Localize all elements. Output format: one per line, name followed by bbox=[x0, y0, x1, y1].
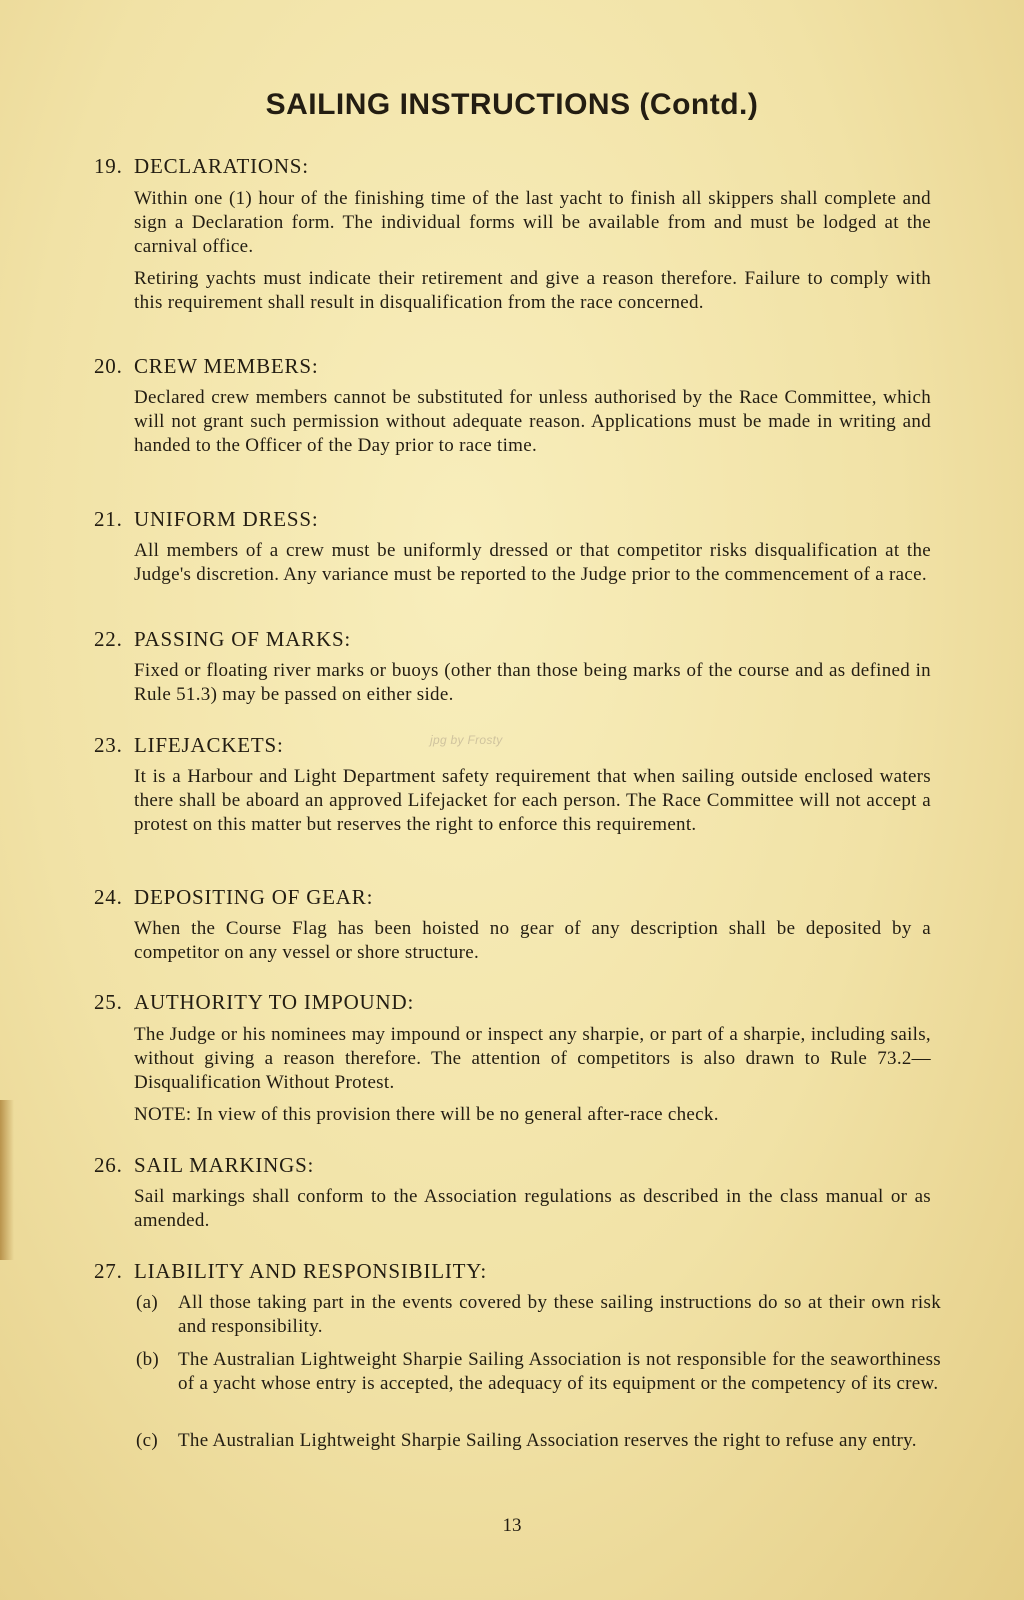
section-23-paragraph-1: It is a Harbour and Light Department safety requirement that when sailing outside enclosed waters there shall be aboard an approved Lifejacket for each person. The Race Committee will not accept a protest on this matter but reserves the right to enforce this requirement. bbox=[134, 766, 931, 835]
section-number: 27. bbox=[94, 1259, 123, 1283]
section-21-paragraph-1: All members of a crew must be uniformly dressed or that competitor risks disqualification at the Judge's discretion. Any variance must be reported to the Judge prior to the commencement of a race. bbox=[134, 540, 931, 585]
section-number: 21. bbox=[94, 507, 123, 531]
section-title: DEPOSITING OF GEAR: bbox=[134, 885, 374, 909]
section-27-heading bbox=[94, 1259, 487, 1284]
section-title: PASSING OF MARKS: bbox=[134, 627, 352, 651]
watermark: jpg by Frosty bbox=[430, 733, 503, 747]
section-27-item-a bbox=[136, 1291, 941, 1339]
section-25-note: NOTE: In view of this provision there will be no general after-race check. bbox=[134, 1104, 719, 1125]
section-number: 24. bbox=[94, 885, 123, 909]
section-number: 23. bbox=[94, 733, 123, 757]
section-20-paragraph-1: Declared crew members cannot be substituted for unless authorised by the Race Committee, which will not grant such permission without adequate reason. Applications must be made in writing and handed to the Officer of the Day prior to race time. bbox=[134, 387, 931, 456]
section-21-heading bbox=[94, 507, 319, 532]
section-title: AUTHORITY TO IMPOUND: bbox=[134, 990, 415, 1014]
item-letter: (b) bbox=[136, 1349, 160, 1370]
page-number: 13 bbox=[502, 1515, 522, 1536]
section-23-heading bbox=[94, 733, 284, 758]
section-title: CREW MEMBERS: bbox=[134, 354, 319, 378]
section-20-heading bbox=[94, 354, 318, 379]
item-text: The Australian Lightweight Sharpie Sailing Association reserves the right to refuse any entry. bbox=[178, 1430, 917, 1451]
section-24-heading bbox=[94, 885, 373, 910]
section-number: 19. bbox=[94, 154, 123, 178]
section-27-item-c bbox=[136, 1429, 941, 1453]
section-26-paragraph-1: Sail markings shall conform to the Association regulations as described in the class manual or as amended. bbox=[134, 1186, 931, 1231]
section-title: SAIL MARKINGS: bbox=[134, 1153, 315, 1177]
section-19-paragraph-1: Within one (1) hour of the finishing time of the last yacht to finish all skippers shall complete and sign a Declaration form. The individual forms will be available from and must be lodged at the carnival office. bbox=[134, 188, 931, 257]
section-19-heading bbox=[94, 154, 309, 179]
section-number: 20. bbox=[94, 354, 123, 378]
section-25-heading bbox=[94, 990, 414, 1015]
section-title: UNIFORM DRESS: bbox=[134, 507, 319, 531]
section-24-paragraph-1: When the Course Flag has been hoisted no gear of any description shall be deposited by a competitor on any vessel or shore structure. bbox=[134, 918, 931, 963]
section-22-paragraph-1: Fixed or floating river marks or buoys (other than those being marks of the course and as defined in Rule 51.3) may be passed on either side. bbox=[134, 660, 931, 705]
page-title: SAILING INSTRUCTIONS (Contd.) bbox=[265, 88, 759, 121]
section-22-heading bbox=[94, 627, 351, 652]
section-title: LIABILITY AND RESPONSIBILITY: bbox=[134, 1259, 487, 1283]
section-27-item-b bbox=[136, 1348, 941, 1396]
section-title: DECLARATIONS: bbox=[134, 154, 309, 178]
item-text: The Australian Lightweight Sharpie Sailing Association is not responsible for the seaworthiness of a yacht whose entry is accepted, the adequacy of its equipment or the competency of its crew. bbox=[178, 1349, 941, 1394]
page-edge-stain bbox=[0, 1100, 14, 1260]
section-number: 25. bbox=[94, 990, 123, 1014]
section-number: 22. bbox=[94, 627, 123, 651]
item-letter: (c) bbox=[136, 1430, 158, 1451]
section-title: LIFEJACKETS: bbox=[134, 733, 284, 757]
section-26-heading bbox=[94, 1153, 314, 1178]
section-19-paragraph-2: Retiring yachts must indicate their retirement and give a reason therefore. Failure to comply with this requirement shall result in disqualification from the race concerned. bbox=[134, 268, 931, 313]
item-letter: (a) bbox=[136, 1292, 158, 1313]
item-text: All those taking part in the events covered by these sailing instructions do so at their own risk and responsibility. bbox=[178, 1292, 941, 1337]
section-25-paragraph-1: The Judge or his nominees may impound or inspect any sharpie, or part of a sharpie, including sails, without giving a reason therefore. The attention of competitors is also drawn to Rule 73.2—Disqualification Without Protest. bbox=[134, 1024, 931, 1093]
section-number: 26. bbox=[94, 1153, 123, 1177]
